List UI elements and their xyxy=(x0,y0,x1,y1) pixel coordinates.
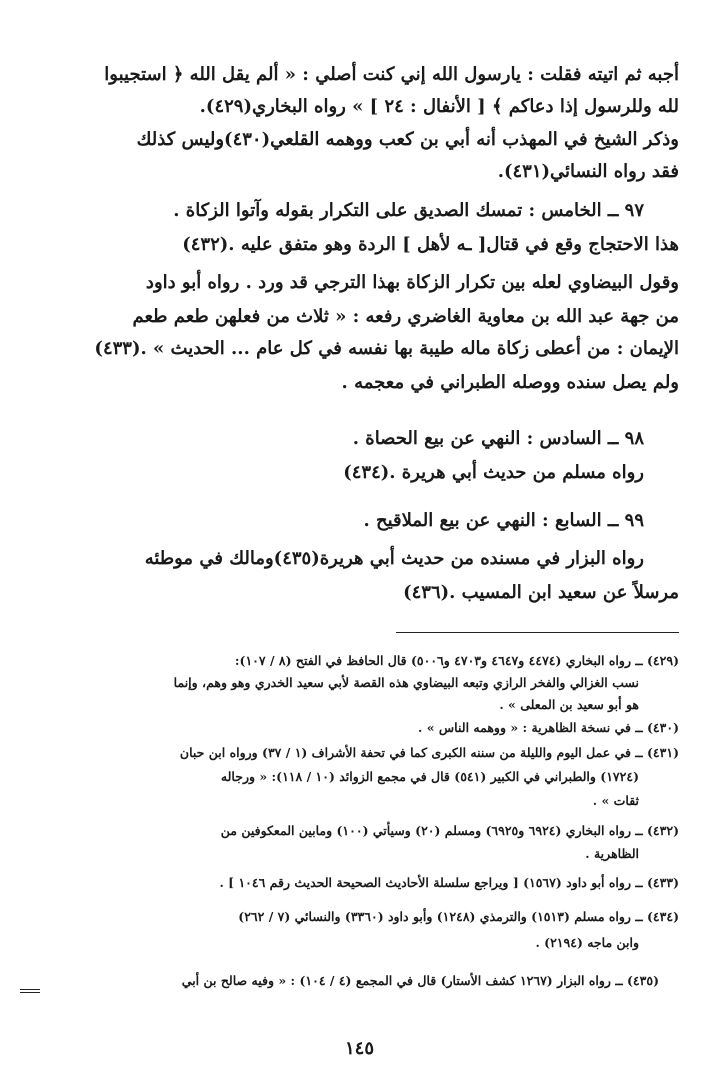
footnote-434: (٤٣٤) ــ رواه مسلم (١٥١٣) والترمذي (١٢٤٨) وأبو داود (٣٣٦٠) والنسائي (٧ / ٢٦٢) xyxy=(238,909,679,924)
footnote-line: (١٧٢٤) والطبراني في الكبير (٥٤١) قال في مجمع الزوائد (١٠ / ١١٨): « ورجاله xyxy=(220,769,639,784)
footnote-line: وابن ماجه (٢١٩٤) . xyxy=(535,935,639,950)
item-heading-98: ٩٨ ــ السادس : النهي عن بيع الحصاة . xyxy=(352,428,644,449)
footnote-line: ثقات » . xyxy=(592,793,639,808)
text-line: مرسلاً عن سعيد ابن المسيب .(٤٣٦) xyxy=(403,582,679,603)
item-heading-99: ٩٩ ــ السابع : النهي عن بيع الملاقيح . xyxy=(363,510,644,531)
text-line: هذا الاحتجاج وقع في قتال[ ـه لأهل ] الردة وهو متفق عليه .(٤٣٢) xyxy=(182,234,679,255)
footnote-line: الظاهرية . xyxy=(585,846,639,861)
footnote-429: (٤٢٩) ــ رواه البخاري (٤٤٧٤ و٤٦٤٧ و٤٧٠٣ و٥٠٠٦) قال الحافظ في الفتح (٨ / ١٠٧): xyxy=(234,653,679,668)
item-heading-97: ٩٧ ــ الخامس : تمسك الصديق على التكرار بقوله وآتوا الزكاة . xyxy=(173,200,644,221)
text-line: الإيمان : من أعطى زكاة ماله طيبة بها نفسه في كل عام ... الحديث » .(٤٣٣) xyxy=(94,338,679,359)
text-line: فقد رواه النسائي(٤٣١). xyxy=(497,161,679,182)
footnote-433: (٤٣٣) ــ رواه أبو داود (١٥٦٧) [ ويراجع سلسلة الأحاديث الصحيحة الحديث رقم ١٠٤٦ ] . xyxy=(219,875,679,890)
footnote-435: (٤٣٥) ــ رواه البزار (١٢٦٧ كشف الأستار) قال في المجمع (٤ / ١٠٤) : « وفيه صالح بن أبي xyxy=(181,973,659,988)
page-number: ١٤٥ xyxy=(344,1038,374,1059)
text-line: ولم يصل سنده ووصله الطبراني في معجمه . xyxy=(341,372,679,393)
text-line: لله وللرسول إذا دعاكم ﴾ [ الأنفال : ٢٤ ] » رواه البخاري(٤٢٩). xyxy=(199,96,679,117)
footnote-432: (٤٣٢) ــ رواه البخاري (٦٩٢٤ و٦٩٢٥) ومسلم (٢٠) وسيأتي (١٠٠) ومابين المعكوفين من xyxy=(220,823,679,838)
footnote-430: (٤٣٠) ــ في نسخة الظاهرية : « ووهمه الناس » . xyxy=(418,720,679,735)
footnote-line: هو أبو سعيد بن المعلى » . xyxy=(499,697,639,712)
text-line: من جهة عبد الله بن معاوية الغاضري رفعه : « ثلاث من فعلهن طعم طعم xyxy=(132,306,679,327)
footnote-431: (٤٣١) ــ في عمل اليوم والليلة من سننه الكبرى كما في تحفة الأشراف (١ / ٣٧) ورواه ابن حبان xyxy=(179,745,679,760)
text-line: أجبه ثم اتيته فقلت : يارسول الله إني كنت أصلي : « ألم يقل الله ﴿ استجيبوا xyxy=(104,64,679,85)
text-line: وذكر الشيخ في المهذب أنه أبي بن كعب ووهمه القلعي(٤٣٠)وليس كذلك xyxy=(136,129,679,150)
text-line: رواه مسلم من حديث أبي هريرة .(٤٣٤) xyxy=(343,462,644,483)
footnote-separator xyxy=(396,632,679,633)
text-line: وقول البيضاوي لعله بين تكرار الزكاة بهذا الترجي قد ورد . رواه أبو داود xyxy=(145,272,679,293)
continuation-mark xyxy=(20,980,42,999)
footnote-line: نسب الغزالي والفخر الرازي وتبعه البيضاوي هذه القصة لأبي سعيد الخدري وهو وهم، وإنما xyxy=(173,675,639,690)
text-line: رواه البزار في مسنده من حديث أبي هريرة(٤٣٥)ومالك في موطئه xyxy=(144,548,644,569)
